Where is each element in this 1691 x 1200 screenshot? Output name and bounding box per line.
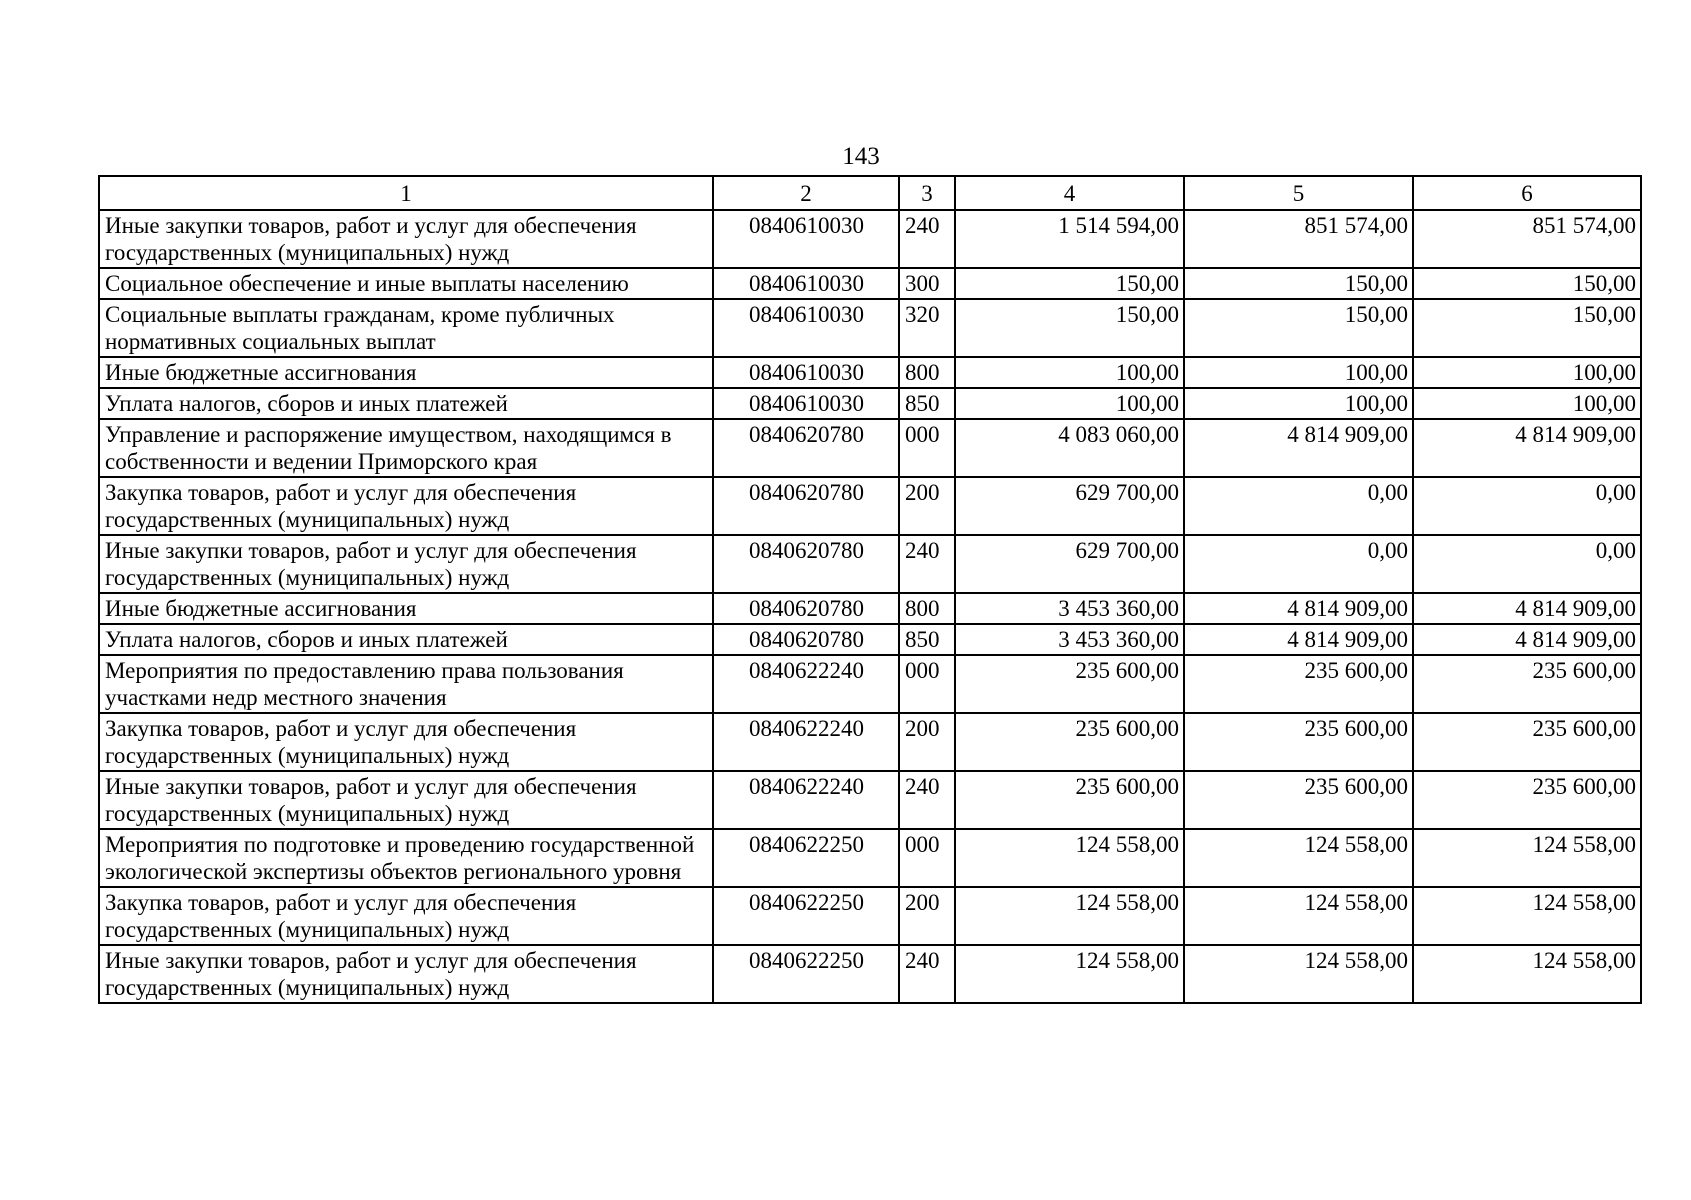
page-number: 143 (842, 143, 880, 170)
cell-amount-6: 150,00 (1413, 299, 1641, 357)
column-header-3: 3 (899, 176, 955, 210)
column-header-2: 2 (713, 176, 899, 210)
cell-amount-4: 150,00 (955, 268, 1184, 299)
cell-name: Уплата налогов, сборов и иных платежей (99, 624, 713, 655)
cell-amount-4: 150,00 (955, 299, 1184, 357)
cell-amount-5: 235 600,00 (1184, 655, 1413, 713)
cell-amount-6: 4 814 909,00 (1413, 624, 1641, 655)
cell-expense-type: 240 (899, 535, 955, 593)
cell-amount-5: 0,00 (1184, 535, 1413, 593)
cell-code: 0840610030 (713, 210, 899, 268)
column-header-4: 4 (955, 176, 1184, 210)
cell-name: Управление и распоряжение имуществом, находящимся в собственности и ведении Приморского края (99, 419, 713, 477)
column-header-1: 1 (99, 176, 713, 210)
table-row (99, 388, 1641, 419)
cell-amount-6: 0,00 (1413, 535, 1641, 593)
table-row (99, 624, 1641, 655)
table-row (99, 887, 1641, 945)
cell-amount-4: 3 453 360,00 (955, 624, 1184, 655)
cell-amount-4: 235 600,00 (955, 713, 1184, 771)
table-row (99, 829, 1641, 887)
cell-name: Уплата налогов, сборов и иных платежей (99, 388, 713, 419)
cell-amount-6: 235 600,00 (1413, 655, 1641, 713)
cell-code: 0840610030 (713, 357, 899, 388)
cell-code: 0840610030 (713, 299, 899, 357)
cell-expense-type: 000 (899, 655, 955, 713)
cell-amount-4: 124 558,00 (955, 945, 1184, 1003)
cell-amount-4: 629 700,00 (955, 535, 1184, 593)
cell-expense-type: 200 (899, 713, 955, 771)
cell-amount-5: 124 558,00 (1184, 829, 1413, 887)
cell-name: Мероприятия по подготовке и проведению государственной экологической экспертизы объектов регионального уровня (99, 829, 713, 887)
cell-expense-type: 200 (899, 477, 955, 535)
cell-amount-5: 100,00 (1184, 357, 1413, 388)
table-row (99, 945, 1641, 1003)
table-row (99, 357, 1641, 388)
table-header (99, 176, 1641, 210)
cell-amount-5: 124 558,00 (1184, 887, 1413, 945)
table-row (99, 419, 1641, 477)
cell-code: 0840620780 (713, 419, 899, 477)
cell-amount-6: 100,00 (1413, 357, 1641, 388)
cell-code: 0840610030 (713, 268, 899, 299)
cell-amount-4: 100,00 (955, 357, 1184, 388)
cell-amount-5: 100,00 (1184, 388, 1413, 419)
cell-amount-5: 124 558,00 (1184, 945, 1413, 1003)
cell-amount-5: 235 600,00 (1184, 713, 1413, 771)
cell-expense-type: 800 (899, 357, 955, 388)
cell-code: 0840622250 (713, 945, 899, 1003)
cell-amount-6: 124 558,00 (1413, 829, 1641, 887)
cell-expense-type: 000 (899, 419, 955, 477)
column-header-5: 5 (1184, 176, 1413, 210)
cell-expense-type: 200 (899, 887, 955, 945)
table-row (99, 477, 1641, 535)
cell-name: Закупка товаров, работ и услуг для обеспечения государственных (муниципальных) нужд (99, 887, 713, 945)
header-row (99, 176, 1641, 210)
cell-code: 0840610030 (713, 388, 899, 419)
cell-code: 0840620780 (713, 477, 899, 535)
cell-amount-5: 235 600,00 (1184, 771, 1413, 829)
cell-amount-4: 235 600,00 (955, 771, 1184, 829)
cell-code: 0840620780 (713, 624, 899, 655)
cell-amount-4: 629 700,00 (955, 477, 1184, 535)
table-row (99, 655, 1641, 713)
cell-amount-6: 235 600,00 (1413, 771, 1641, 829)
cell-name: Закупка товаров, работ и услуг для обеспечения государственных (муниципальных) нужд (99, 477, 713, 535)
cell-code: 0840622250 (713, 829, 899, 887)
cell-amount-4: 100,00 (955, 388, 1184, 419)
cell-expense-type: 850 (899, 388, 955, 419)
column-header-6: 6 (1413, 176, 1641, 210)
cell-name: Социальное обеспечение и иные выплаты населению (99, 268, 713, 299)
cell-amount-4: 124 558,00 (955, 887, 1184, 945)
cell-expense-type: 000 (899, 829, 955, 887)
cell-amount-5: 150,00 (1184, 268, 1413, 299)
cell-amount-5: 851 574,00 (1184, 210, 1413, 268)
cell-amount-5: 4 814 909,00 (1184, 624, 1413, 655)
cell-name: Иные бюджетные ассигнования (99, 593, 713, 624)
cell-name: Иные закупки товаров, работ и услуг для обеспечения государственных (муниципальных) нужд (99, 945, 713, 1003)
cell-amount-6: 851 574,00 (1413, 210, 1641, 268)
cell-amount-6: 100,00 (1413, 388, 1641, 419)
cell-amount-5: 4 814 909,00 (1184, 419, 1413, 477)
cell-amount-6: 150,00 (1413, 268, 1641, 299)
table-row (99, 210, 1641, 268)
cell-code: 0840620780 (713, 593, 899, 624)
cell-name: Иные закупки товаров, работ и услуг для обеспечения государственных (муниципальных) нужд (99, 210, 713, 268)
cell-amount-6: 124 558,00 (1413, 945, 1641, 1003)
cell-expense-type: 800 (899, 593, 955, 624)
cell-name: Иные закупки товаров, работ и услуг для обеспечения государственных (муниципальных) нужд (99, 535, 713, 593)
cell-amount-6: 4 814 909,00 (1413, 593, 1641, 624)
cell-code: 0840622240 (713, 713, 899, 771)
cell-expense-type: 240 (899, 945, 955, 1003)
cell-amount-5: 150,00 (1184, 299, 1413, 357)
cell-expense-type: 300 (899, 268, 955, 299)
table-row (99, 299, 1641, 357)
cell-amount-6: 4 814 909,00 (1413, 419, 1641, 477)
cell-name: Закупка товаров, работ и услуг для обеспечения государственных (муниципальных) нужд (99, 713, 713, 771)
cell-amount-6: 0,00 (1413, 477, 1641, 535)
table-row (99, 713, 1641, 771)
budget-table (98, 175, 1642, 1004)
cell-code: 0840622240 (713, 655, 899, 713)
cell-name: Иные закупки товаров, работ и услуг для обеспечения государственных (муниципальных) нужд (99, 771, 713, 829)
cell-amount-4: 4 083 060,00 (955, 419, 1184, 477)
table-row (99, 593, 1641, 624)
cell-expense-type: 850 (899, 624, 955, 655)
cell-amount-5: 0,00 (1184, 477, 1413, 535)
cell-code: 0840620780 (713, 535, 899, 593)
table-row (99, 771, 1641, 829)
table-body (99, 210, 1641, 1003)
cell-amount-4: 3 453 360,00 (955, 593, 1184, 624)
cell-amount-5: 4 814 909,00 (1184, 593, 1413, 624)
cell-amount-4: 1 514 594,00 (955, 210, 1184, 268)
cell-expense-type: 240 (899, 771, 955, 829)
cell-code: 0840622250 (713, 887, 899, 945)
cell-name: Иные бюджетные ассигнования (99, 357, 713, 388)
cell-amount-6: 124 558,00 (1413, 887, 1641, 945)
table-row (99, 268, 1641, 299)
cell-amount-4: 235 600,00 (955, 655, 1184, 713)
cell-amount-6: 235 600,00 (1413, 713, 1641, 771)
cell-expense-type: 320 (899, 299, 955, 357)
table-row (99, 535, 1641, 593)
cell-name: Мероприятия по предоставлению права пользования участками недр местного значения (99, 655, 713, 713)
cell-expense-type: 240 (899, 210, 955, 268)
cell-code: 0840622240 (713, 771, 899, 829)
cell-name: Социальные выплаты гражданам, кроме публичных нормативных социальных выплат (99, 299, 713, 357)
cell-amount-4: 124 558,00 (955, 829, 1184, 887)
